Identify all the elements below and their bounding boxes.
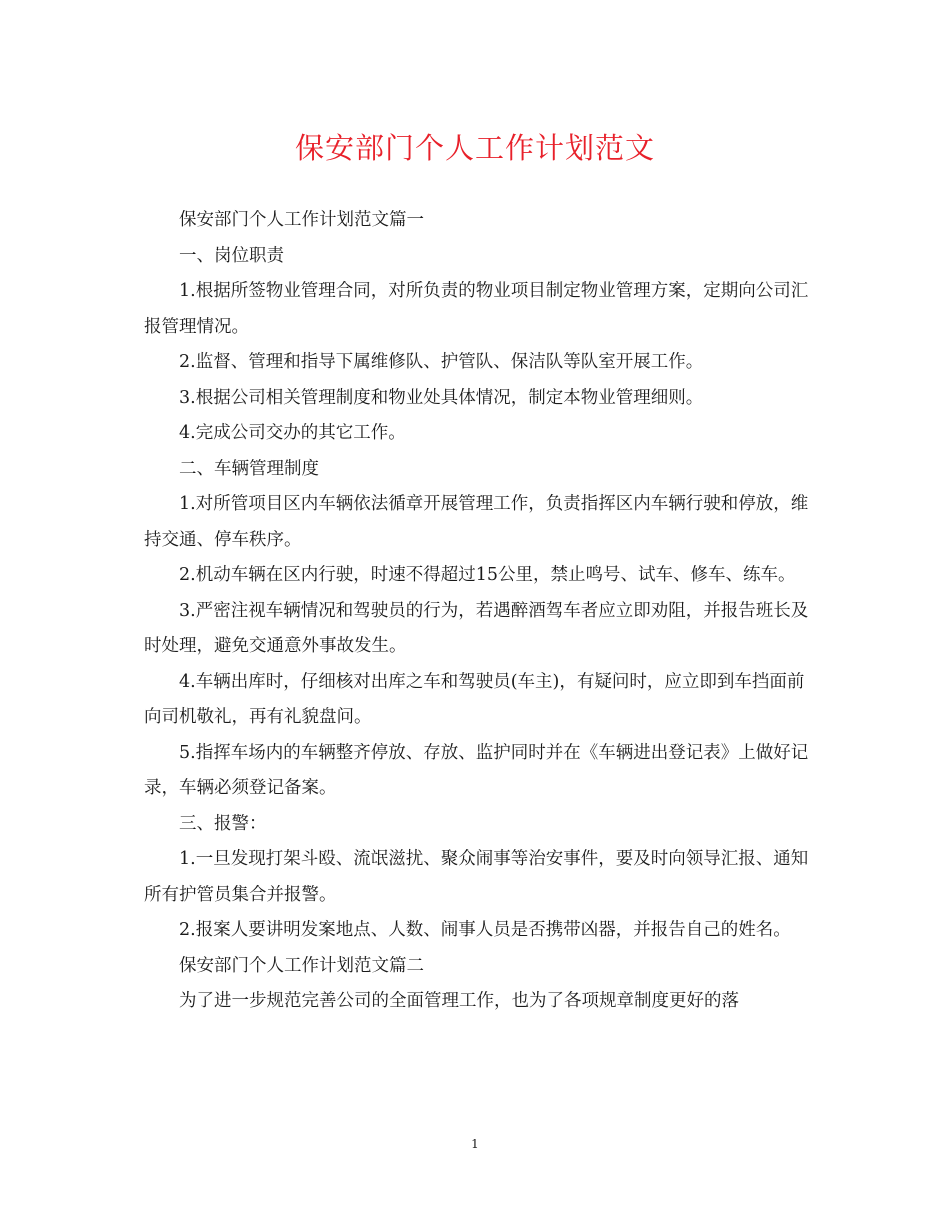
paragraph: 为了进一步规范完善公司的全面管理工作，也为了各项规章制度更好的落 bbox=[179, 991, 739, 1011]
paragraph-heading: 二、车辆管理制度 bbox=[179, 458, 319, 479]
paragraph-heading: 三、报警： bbox=[179, 813, 267, 834]
paragraph-heading: 一、岗位职责 bbox=[179, 245, 284, 266]
paragraph: 3.根据公司相关管理制度和物业处具体情况，制定本物业管理细则。 bbox=[179, 387, 704, 408]
paragraph: 1.一旦发现打架斗殴、流氓滋扰、聚众闹事等治安事件，要及时向领导汇报、通知所有护管员集合并报警。 bbox=[144, 849, 809, 905]
paragraph: 3.严密注视车辆情况和驾驶员的行为，若遇醉酒驾车者应立即劝阻，并报告班长及时处理，避免交通意外事故发生。 bbox=[144, 600, 809, 656]
paragraph: 2.监督、管理和指导下属维修队、护管队、保洁队等队室开展工作。 bbox=[179, 352, 704, 372]
paragraph: 1.对所管项目区内车辆依法循章开展管理工作，负责指挥区内车辆行驶和停放，维持交通、停车秩序。 bbox=[144, 494, 809, 550]
paragraph-section-heading: 保安部门个人工作计划范文篇二 bbox=[179, 955, 424, 976]
document-title: 保安部门个人工作计划范文 bbox=[294, 131, 655, 165]
paragraph: 5.指挥车场内的车辆整齐停放、存放、监护同时并在《车辆进出登记表》上做好记录，车辆必须登记备案。 bbox=[144, 742, 809, 798]
paragraph: 1.根据所签物业管理合同，对所负责的物业项目制定物业管理方案，定期向公司汇报管理情况。 bbox=[144, 281, 809, 337]
document-body bbox=[144, 203, 816, 1020]
page-number: 1 bbox=[471, 1137, 479, 1151]
paragraph: 2.报案人要讲明发案地点、人数、闹事人员是否携带凶器，并报告自己的姓名。 bbox=[179, 920, 791, 940]
paragraph-section-heading: 保安部门个人工作计划范文篇一 bbox=[179, 210, 424, 230]
paragraph: 2.机动车辆在区内行驶，时速不得超过15公里，禁止鸣号、试车、修车、练车。 bbox=[179, 565, 796, 585]
paragraph: 4.车辆出库时，仔细核对出库之车和驾驶员(车主)，有疑问时，应立即到车挡面前向司机敬礼，再有礼貌盘问。 bbox=[144, 671, 805, 727]
paragraph: 4.完成公司交办的其它工作。 bbox=[179, 423, 406, 443]
